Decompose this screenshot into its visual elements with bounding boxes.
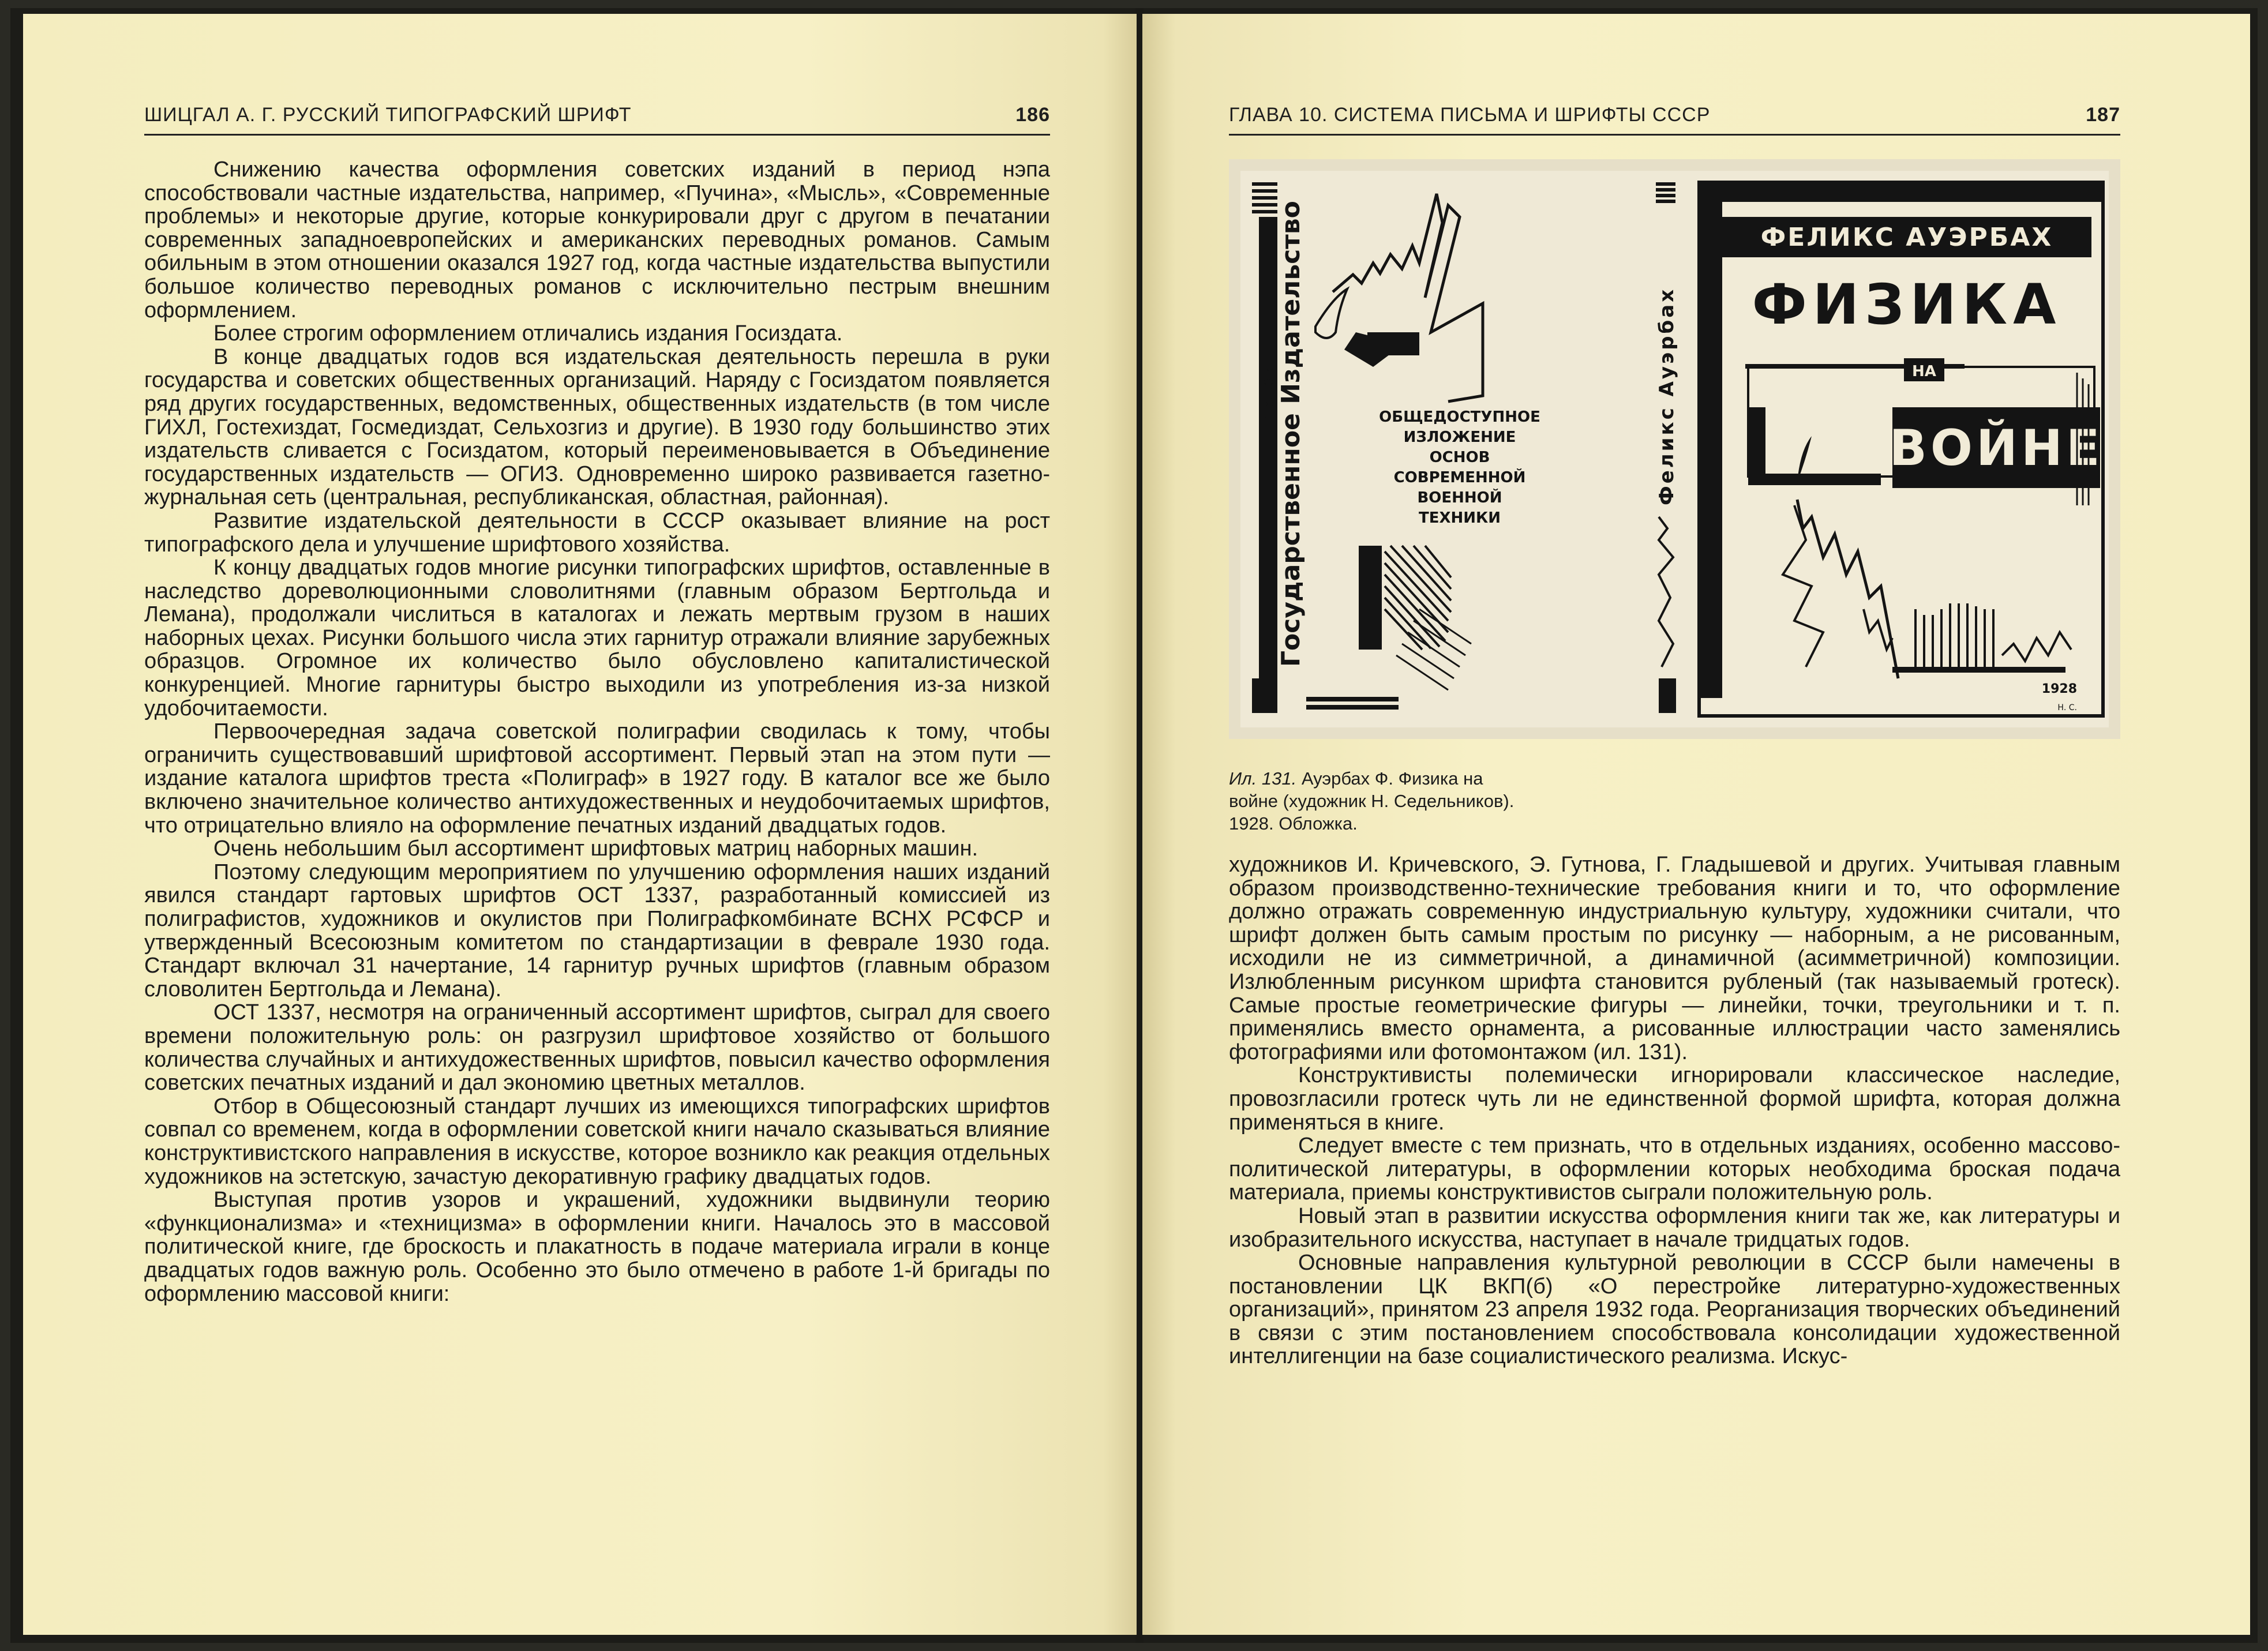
cover-artwork (1229, 159, 2120, 739)
paragraph: Первоочередная задача советской полиграфии сводилась к тому, чтобы ограничить существовавший шрифтовой ассортимент. Первый этап на этом пути — издание каталога шрифтов треста «Полиграф» в 1927 году. В каталог все же было включено значительное количество антихудожественных и неудобочитаемых шрифтов, что отрицательно влияло на оформление печатных изданий двадцатых годов. (144, 719, 1050, 838)
paragraph: Выступая против узоров и украшений, художники выдвинули теорию «функционализма» и «техницизма» в оформлении книги. Началось это в массовой политической книге, где броскость и плакатность в подаче материала играли в конце двадцатых годов важную роль. Особенно это было отмечено в работе 1-й бригады по оформлению массовой книги: (144, 1188, 1050, 1306)
back-text-line: СОВРЕМЕННОЙ (1393, 469, 1526, 486)
book-spread (10, 8, 2258, 1643)
paragraph: Основные направления культурной революции в СССР были намечены в постановлении ЦК ВКП(б) «О перестройке литературно-художественных организаций», принятом 23 апреля 1932 года. Реорганизация творческих объединений в связи с этим постановлением способствовала консолидации художественной интеллигенции на базе социалистического реализма. Искус- (1229, 1251, 2120, 1369)
caption-label: Ил. 131. (1229, 768, 1297, 789)
figure-caption (1229, 767, 1529, 835)
paragraph: Конструктивисты полемически игнорировали классическое наследие, провозгласили гротеск чуть ли не единственной формой шрифта, которая должна применяться в книге. (1229, 1063, 2120, 1135)
paragraph: Отбор в Общесоюзный стандарт лучших из имеющихся типографских шрифтов совпал со временем, когда в оформлении советской книги начало сказываться влияние конструктивистского направления в искусстве, которое возникло как реакция отдельных художников на эстетскую, зачастую декоративную графику двадцатых годов. (144, 1094, 1050, 1189)
cover-year: 1928 (2041, 682, 2077, 696)
left-page (23, 14, 1137, 1635)
right-page (1142, 14, 2250, 1635)
paragraph: В конце двадцатых годов вся издательская деятельность перешла в руки государства и советских общественных организаций. Наряду с Госиздатом появляется ряд других государственных, ведомственных, общественных издательств (в том числе ГИХЛ, Гостехиздат, Госмедиздат, Сельхозгиз и другие). В 1930 году большинство этих издательств сливается с Госиздатом, который переименовывается в Объединение государственных издательств — ОГИЗ. Одновременно широко развивается газетно-журнальная сеть (центральная, республиканская, областная, районная). (144, 344, 1050, 510)
body-text (144, 158, 1050, 1305)
body-text (1229, 853, 2120, 1368)
page-number: 186 (1015, 104, 1050, 126)
running-header-title: ГЛАВА 10. СИСТЕМА ПИСЬМА И ШРИФТЫ СССР (1229, 104, 1711, 126)
cover-author-text: ФЕЛИКС АУЭРБАХ (1760, 223, 2053, 252)
paragraph: Следует вместе с тем признать, что в отдельных изданиях, особенно массово-политической литературы, в оформлении которых необходима броская подача материала, приемы конструктивистов сыграли положительную роль. (1229, 1134, 2120, 1205)
spine-author-text: Феликс Ауэрбах (1655, 287, 1678, 505)
back-text-line: ТЕХНИКИ (1418, 509, 1501, 527)
cover-title-line2: ВОЙНЕ (1889, 419, 2104, 477)
back-text-line: ОБЩЕДОСТУПНОЕ (1379, 408, 1540, 426)
cover-title-na: НА (1912, 363, 1936, 380)
paragraph: художников И. Кричевского, Э. Гутнова, Г. Гладышевой и других. Учитывая главным образом производственно-технические требования книги и то, что оформление должно отражать современную индустриальную культуру, художники считали, что шрифт должен быть самым простым по рисунку — наборным, а не рисованным, исходили не из симметричной, а динамичной (асимметричной) композиции. Излюбленным рисунком шрифта становится рубленый (так называемый гротеск). Самые простые геометрические фигуры — линейки, точки, треугольники и т. п. применялись вместо орнамента, а рисованные иллюстрации часто заменялись фотографиями или фотомонтажом (ил. 131). (1229, 853, 2120, 1064)
cover-monogram: Н. С. (2057, 703, 2077, 712)
spine-publisher-text: Государственное Издательство (1276, 201, 1306, 667)
paragraph: Развитие издательской деятельности в СССР оказывает влияние на рост типографского дела и улучшение шрифтового хозяйства. (144, 508, 1050, 557)
paragraph: К концу двадцатых годов многие рисунки типографских шрифтов, оставленные в наследство дореволюционными словолитнями (главным образом Бертгольда и Лемана), продолжали числиться в каталогах и лежать мертвым грузом в наших наборных цехах. Рисунки большого числа этих гарнитур отражали влияние зарубежных образцов. Огромное их количество было обусловлено капиталистической конкуренцией. Многие гарнитуры быстро выходили из употребления из-за низкой удобочитаемости. (144, 556, 1050, 721)
illustration-book-cover (1229, 159, 2120, 739)
running-header (1229, 99, 2120, 136)
back-text-line: ОСНОВ (1429, 449, 1490, 466)
paragraph: Очень небольшим был ассортимент шрифтовых матриц наборных машин. (213, 836, 979, 861)
paragraph: Снижению качества оформления советских изданий в период нэпа способствовали частные издательства, например, «Пучина», «Мысль», «Современные проблемы» и некоторые другие, которые конкурировали друг с другом в печатании современных западноевропейских и американских переводных романов. Самым обильным в этом отношении оказался 1927 год, когда частные издательства выпустили большое количество переводных романов с исключительно пестрым внешним оформлением. (144, 157, 1050, 322)
back-text-line: ВОЕННОЙ (1417, 489, 1502, 506)
page-number: 187 (2086, 104, 2120, 126)
paragraph: ОСТ 1337, несмотря на ограниченный ассортимент шрифтов, сыграл для своего времени положительную роль: он разгрузил шрифтовое хозяйство от большого количества случайных и антихудожественных шрифтов, повысил качество оформления советских печатных изданий и дал экономию цветных металлов. (144, 1000, 1050, 1095)
paragraph: Поэтому следующим мероприятием по улучшению оформления наших изданий явился стандарт гартовых шрифтов ОСТ 1337, разработанный комиссией из полиграфистов, художников и окулистов при Полиграфкомбинате ВСНХ РСФСР и утвержденный Всесоюзным комитетом по стандартизации в феврале 1930 года. Стандарт включал 31 начертание, 14 гарнитур ручных шрифтов (главным образом словолитен Бертгольда и Лемана). (144, 860, 1050, 1001)
paragraph: Более строгим оформлением отличались издания Госиздата. (213, 321, 843, 346)
price-text: 1 р. 50 к. (1262, 364, 1276, 419)
back-text-line: ИЗЛОЖЕНИЕ (1403, 429, 1516, 446)
running-header-title: ШИЦГАЛ А. Г. РУССКИЙ ТИПОГРАФСКИЙ ШРИФТ (144, 104, 632, 126)
caption-text: Ауэрбах Ф. Физика на войне (художник Н. Седельников). 1928. Обложка. (1229, 768, 1515, 834)
cover-title-line1: ФИЗИКА (1752, 272, 2062, 337)
paragraph: Новый этап в развитии искусства оформления книги так же, как литературы и изобразительного искусства, наступает в начале тридцатых годов. (1229, 1203, 2120, 1252)
running-header (144, 99, 1050, 136)
